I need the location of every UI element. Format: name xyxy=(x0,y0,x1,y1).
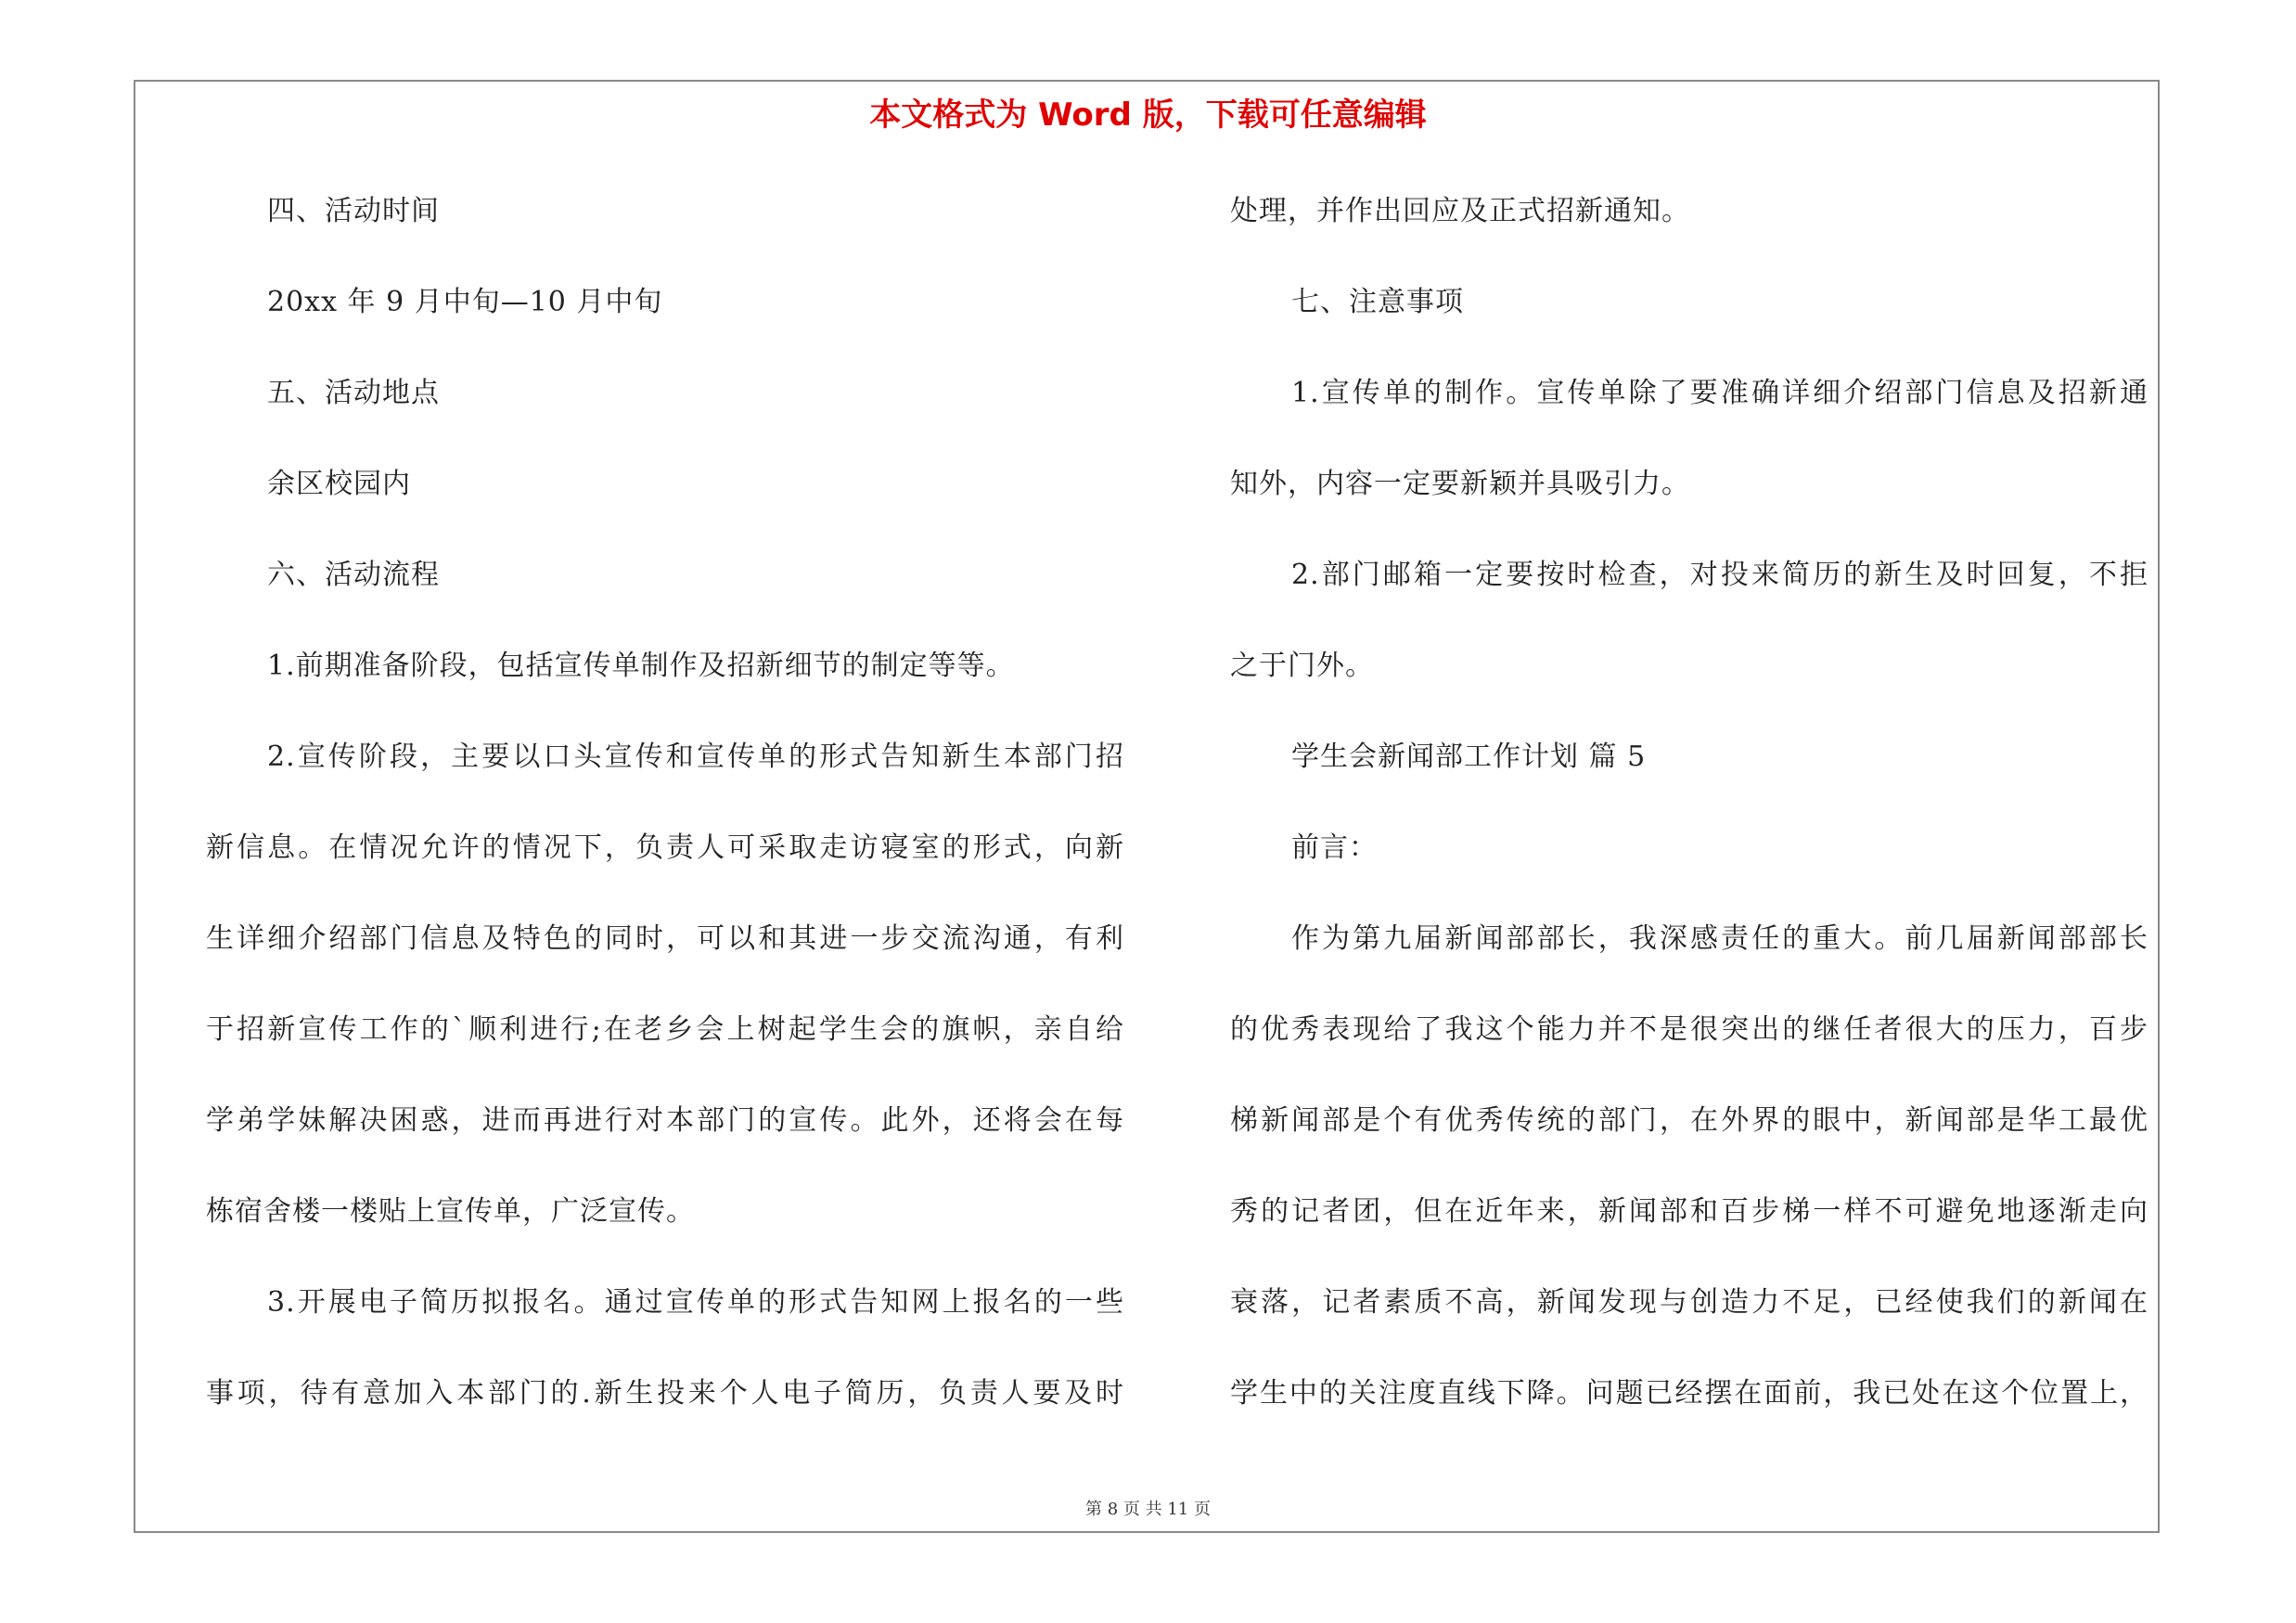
paragraph-line: 栋宿舍楼一楼贴上宣传单，广泛宣传。 xyxy=(206,1195,695,1228)
heading-activity-location: 五、活动地点 xyxy=(267,377,440,409)
paragraph-line: 的优秀表现给了我这个能力并不是很突出的继任者很大的压力，百步 xyxy=(1230,1013,2148,1046)
heading-preface: 前言： xyxy=(1291,831,1378,864)
paragraph-line: 处理，并作出回应及正式招新通知。 xyxy=(1230,195,1690,227)
paragraph-line: 3.开展电子简历拟报名。通过宣传单的形式告知网上报名的一些 xyxy=(267,1286,1124,1319)
paragraph-line: 之于门外。 xyxy=(1230,650,1374,682)
header-banner: 本文格式为 Word 版，下载可任意编辑 xyxy=(869,97,1427,134)
paragraph-line: 于招新宣传工作的`顺利进行;在老乡会上树起学生会的旗帜，亲自给 xyxy=(206,1013,1124,1046)
paragraph-line: 1.前期准备阶段，包括宣传单制作及招新细节的制定等等。 xyxy=(267,650,1015,682)
paragraph-line: 作为第九届新闻部部长，我深感责任的重大。前几届新闻部部长 xyxy=(1291,922,2148,955)
paragraph-line: 余区校园内 xyxy=(267,468,411,500)
paragraph-line: 2.部门邮箱一定要按时检查，对投来简历的新生及时回复，不拒 xyxy=(1291,559,2148,591)
paragraph-line: 秀的记者团，但在近年来，新闻部和百步梯一样不可避免地逐渐走向 xyxy=(1230,1195,2148,1228)
paragraph-line: 梯新闻部是个有优秀传统的部门，在外界的眼中，新闻部是华工最优 xyxy=(1230,1104,2148,1137)
paragraph-line: 知外，内容一定要新颖并具吸引力。 xyxy=(1230,468,1690,500)
heading-notes: 七、注意事项 xyxy=(1291,286,1464,318)
paragraph-line: 生详细介绍部门信息及特色的同时，可以和其进一步交流沟通，有利 xyxy=(206,922,1124,955)
paragraph-line: 事项，待有意加入本部门的.新生投来个人电子简历，负责人要及时 xyxy=(206,1377,1124,1410)
heading-activity-time: 四、活动时间 xyxy=(267,195,440,227)
paragraph-line: 学生中的关注度直线下降。问题已经摆在面前，我已处在这个位置上， xyxy=(1230,1377,2148,1410)
paragraph-line: 2.宣传阶段，主要以口头宣传和宣传单的形式告知新生本部门招 xyxy=(267,741,1124,773)
paragraph-line: 20xx 年 9 月中旬—10 月中旬 xyxy=(267,286,663,318)
paragraph-line: 学弟学妹解决困惑，进而再进行对本部门的宣传。此外，还将会在每 xyxy=(206,1104,1124,1137)
heading-activity-process: 六、活动流程 xyxy=(267,559,440,591)
section-title: 学生会新闻部工作计划 篇 5 xyxy=(1291,741,1647,773)
paragraph-line: 1.宣传单的制作。宣传单除了要准确详细介绍部门信息及招新通 xyxy=(1291,377,2148,409)
paragraph-line: 衰落，记者素质不高，新闻发现与创造力不足，已经使我们的新闻在 xyxy=(1230,1286,2148,1319)
page-number-footer: 第 8 页 共 11 页 xyxy=(1085,1500,1211,1519)
paragraph-line: 新信息。在情况允许的情况下，负责人可采取走访寝室的形式，向新 xyxy=(206,831,1124,864)
